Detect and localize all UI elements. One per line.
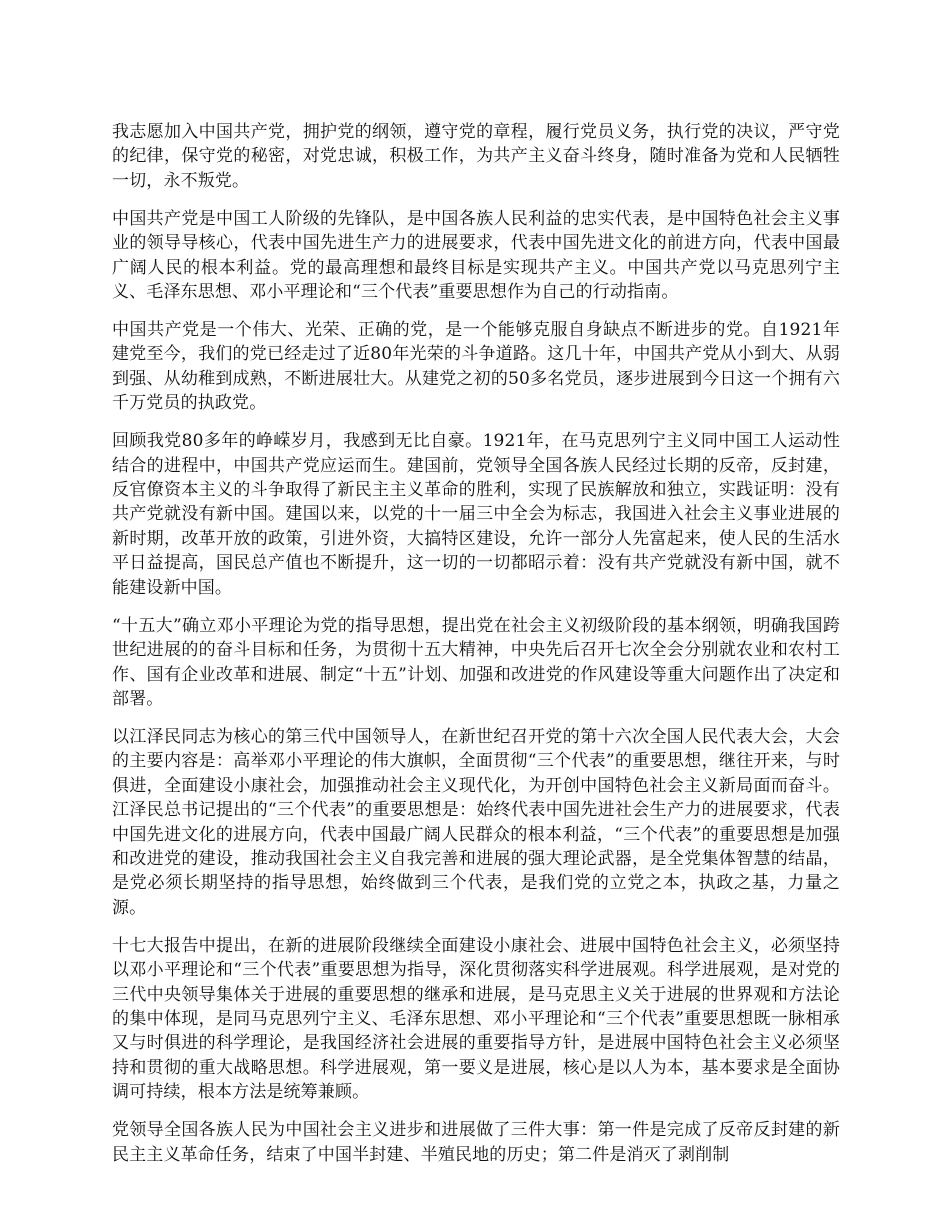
document-page xyxy=(112,120,840,1181)
paragraph-oath: 我志愿加入中国共产党，拥护党的纲领，遵守党的章程，履行党员义务，执行党的决议，严守党的纪律，保守党的秘密，对党忠诚，积极工作，为共产主义奋斗终身，随时准备为党和人民牺牲一切，永不叛党。 xyxy=(112,122,840,191)
paragraph-party-nature: 中国共产党是中国工人阶级的先锋队，是中国各族人民利益的忠实代表，是中国特色社会主义事业的领导导核心，代表中国先进生产力的进展要求，代表中国先进文化的前进方向，代表中国最广阔人民的根本利益。党的最高理想和最终目标是实现共产主义。中国共产党以马克思列宁主义、毛泽东思想、邓小平理论和“三个代表”重要思想作为自己的行动指南。 xyxy=(112,208,840,303)
paragraph-seventeenth-congress: 十七大报告中提出，在新的进展阶段继续全面建设小康社会、进展中国特色社会主义，必须坚持以邓小平理论和“三个代表”重要思想为指导，深化贯彻落实科学进展观。科学进展观，是对党的三代中央领导集体关于进展的重要思想的继承和进展，是马克思主义关于进展的世界观和方法论的集中体现，是同马克思列宁主义、毛泽东思想、邓小平理论和“三个代表”重要思想既一脉相承又与时俱进的科学理论，是我国经济社会进展的重要指导方针，是进展中国特色社会主义必须坚持和贯彻的重大战略思想。科学进展观，第一要义是进展，核心是以人为本，基本要求是全面协调可持续，根本方法是统筹兼顾。 xyxy=(112,935,840,1103)
paragraph-three-events: 党领导全国各族人民为中国社会主义进步和进展做了三件大事：第一件是完成了反帝反封建的新民主主义革命任务，结束了中国半封建、半殖民地的历史；第二件是消灭了剥削制 xyxy=(112,1120,840,1165)
paragraph-party-history: 中国共产党是一个伟大、光荣、正确的党，是一个能够克服自身缺点不断进步的党。自1921年建党至今，我们的党已经走过了近80年光荣的斗争道路。这几十年，中国共产党从小到大、从弱到强、从幼稚到成熟，不断进展壮大。从建党之初的50多名党员，逐步进展到今日这一个拥有六千万党员的执政党。 xyxy=(112,320,840,414)
paragraph-sixteenth-congress: 以江泽民同志为核心的第三代中国领导人，在新世纪召开党的第十六次全国人民代表大会，大会的主要内容是：高举邓小平理论的伟大旗帜，全面贯彻“三个代表”的重要思想，继往开来，与时俱进，全面建设小康社会，加强推动社会主义现代化，为开创中国特色社会主义新局面而奋斗。江泽民总书记提出的“三个代表”的重要思想是：始终代表中国先进社会生产力的进展要求，代表中国先进文化的进展方向，代表中国最广阔人民群众的根本利益，“三个代表”的重要思想是加强和改进党的建设，推动我国社会主义自我完善和进展的强大理论武器，是全党集体智慧的结晶，是党必须长期坚持的指导思想，始终做到三个代表，是我们党的立党之本，执政之基，力量之源。 xyxy=(112,726,840,918)
paragraph-review: 回顾我党80多年的峥嵘岁月，我感到无比自豪。1921年，在马克思列宁主义同中国工人运动性结合的进程中，中国共产党应运而生。建国前，党领导全国各族人民经过长期的反帝，反封建，反官僚资本主义的斗争取得了新民主主义革命的胜利，实现了民族解放和独立，实践证明：没有共产党就没有新中国。建国以来，以党的十一届三中全会为标志，我国进入社会主义事业进展的新时期，改革开放的政策，引进外资，大搞特区建设，允许一部分人先富起来，使人民的生活水平日益提高，国民总产值也不断提升，这一切的一切都昭示着：没有共产党就没有新中国，就不能建设新中国。 xyxy=(112,431,840,598)
paragraph-fifteenth-congress: “十五大”确立邓小平理论为党的指导思想，提出党在社会主义初级阶段的基本纲领，明确我国跨世纪进展的的奋斗目标和任务，为贯彻十五大精神，中央先后召开七次全会分别就农业和农村工作、国有企业改革和进展、制定“十五”计划、加强和改进党的作风建设等重大问题作出了决定和部署。 xyxy=(112,615,840,709)
